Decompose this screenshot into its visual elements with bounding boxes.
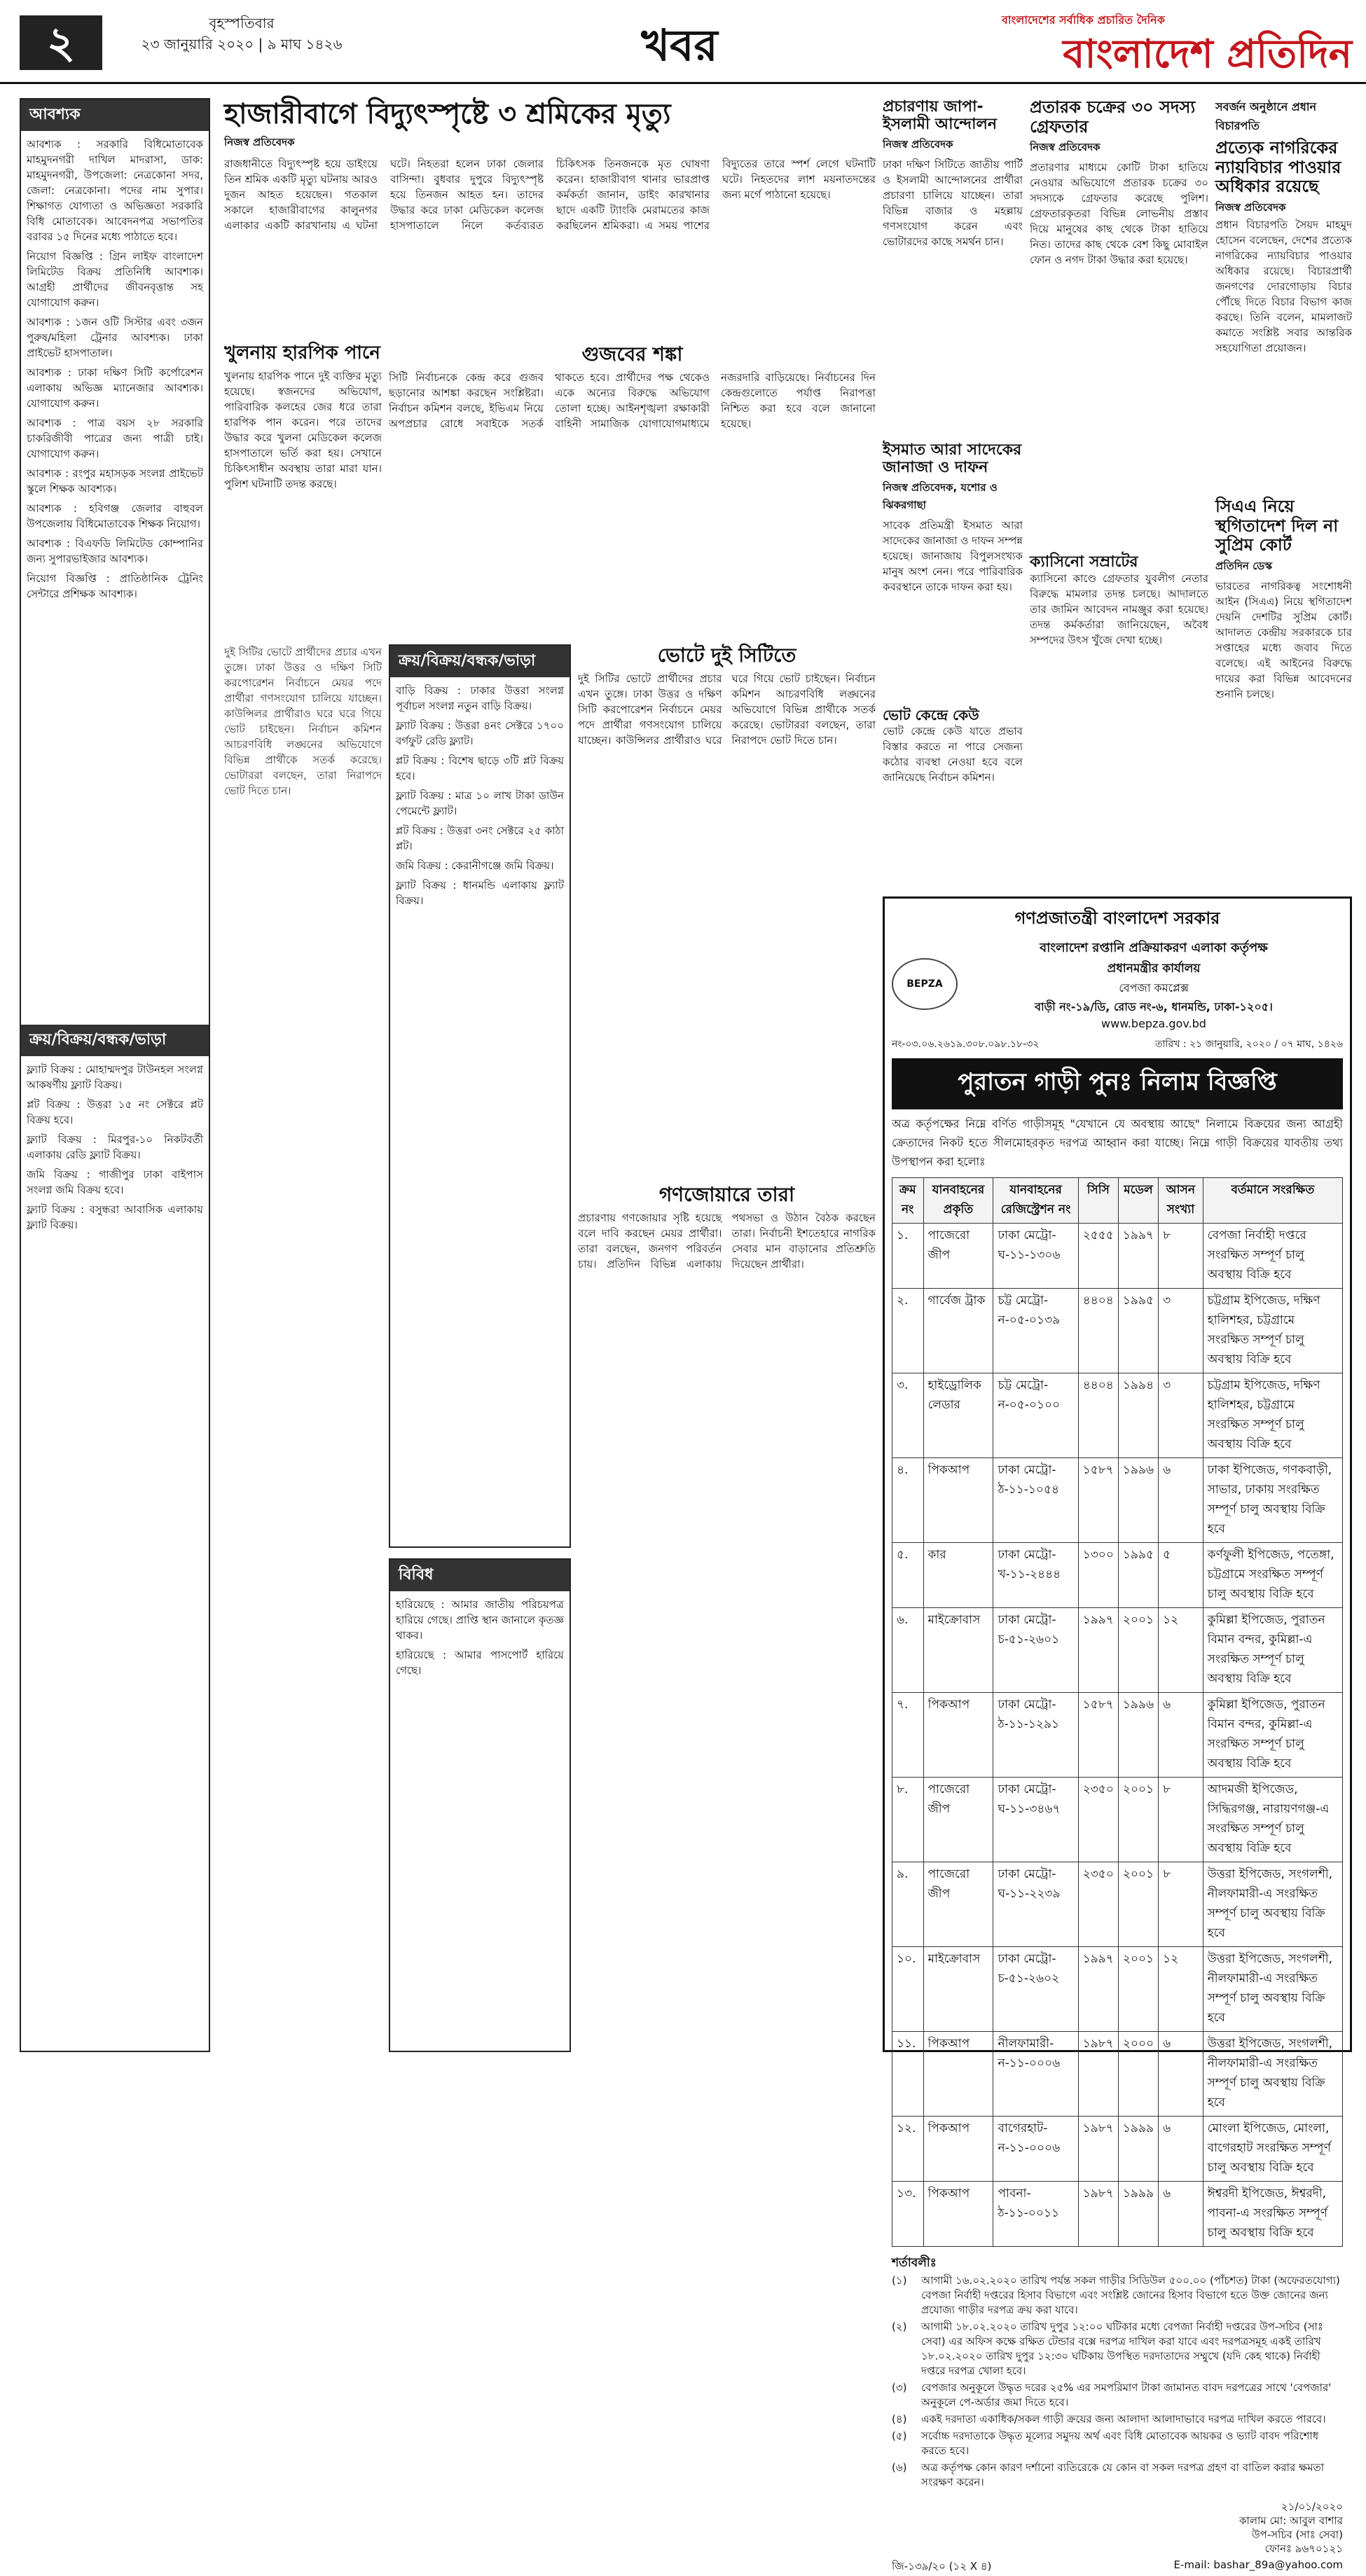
table-cell: ১৯৯৫ bbox=[1118, 1543, 1158, 1608]
classified-ad: প্লট বিক্রয় : বিশেষ ছাড়ে ৩টি প্লট বিক্রয় হবে। bbox=[396, 754, 564, 782]
table-cell: পিকআপ bbox=[923, 1458, 993, 1543]
table-cell: ১৯৯৯ bbox=[1118, 2182, 1158, 2247]
classifieds-column-3 bbox=[389, 1558, 571, 2052]
classified-ad: জমি বিক্রয় : গাজীপুর ঢাকা বাইপাস সংলগ্ন জমি বিক্রয় হবে। bbox=[27, 1168, 203, 1196]
notice-intro: অত্র কর্তৃপক্ষের নিম্নে বর্ণিত গাড়ীসমূহ "যেখানে যে অবস্থায় আছে" নিলামে বিক্রয়ের জন্য আগ্রহী ক্রেতাদের নিকট হতে সীলমোহরকৃত দরপত্র আহ্বান করা যাচ্ছে। নিম্নে গাড়ী বিক্রয়ের যাবতীয় তথ্য উপস্থাপন করা হলোঃ bbox=[892, 1117, 1343, 1168]
term-number: (৬) bbox=[892, 2461, 907, 2474]
byline: প্রতিদিন ডেস্ক bbox=[1215, 559, 1273, 572]
table-cell: ১৯৯৭ bbox=[1078, 1608, 1118, 1693]
table-cell: ১৯৯৬ bbox=[1118, 1693, 1158, 1778]
article-body: খুলনায় হারপিক পানে দুই ব্যক্তির মৃত্যু হয়েছে। স্বজনদের অভিযোগ, পারিবারিক কলহের জের ধরে তারা হারপিক পান করেন। পরে তাদের উদ্ধার করে খুলনা মেডিকেল কলেজ হাসপাতালে ভর্তি করা হয়। সেখানে চিকিৎসাধীন অবস্থায় তারা মারা যান। পুলিশ ঘটনাটি তদন্ত করছে। bbox=[224, 369, 382, 490]
table-cell: ১২. bbox=[892, 2117, 924, 2182]
table-row bbox=[892, 1458, 1343, 1543]
headline: গণজোয়ারে তারা bbox=[658, 1183, 795, 1206]
table-cell: কুমিল্লা ইপিজেড, পুরাতন বিমান বন্দর, কুমিল্লা-এ সংরক্ষিত সম্পূর্ণ চালু অবস্থায় বিক্রি হবে bbox=[1203, 1693, 1342, 1778]
sign-name: কালাম মো: আবুল বাশার bbox=[1239, 2514, 1343, 2527]
table-cell: পিকআপ bbox=[923, 1693, 993, 1778]
classifieds-list bbox=[390, 1591, 570, 2058]
table-header-cell: সিসি bbox=[1078, 1178, 1118, 1224]
notice-title: পুরাতন গাড়ী পুনঃ নিলাম বিজ্ঞপ্তি bbox=[892, 1058, 1343, 1109]
classified-ad: বাড়ি বিক্রয় : ঢাকার উত্তরা সংলগ্ন পূর্বাচল সংলগ্ন নতুন বাড়ি বিক্রয়। bbox=[396, 684, 564, 712]
table-cell: চট্ট মেট্রো-ন-০৫-০১০০ bbox=[993, 1373, 1078, 1458]
article-body: সাবেক প্রতিমন্ত্রী ইসমাত আরা সাদেকের জানাজা ও দাফন সম্পন্ন হয়েছে। জানাজায় বিপুলসংখ্যক মানুষ অংশ নেন। পরে পারিবারিক কবরস্থানে তাকে দাফন করা হয়। bbox=[883, 518, 1023, 593]
table-cell: কর্ণফুলী ইপিজেড, পতেঙ্গা, চট্টগ্রামে সংরক্ষিত সম্পূর্ণ চালু অবস্থায় বিক্রি হবে bbox=[1203, 1543, 1342, 1608]
byline: নিজস্ব প্রতিবেদক bbox=[1030, 141, 1101, 154]
term-number: (৫) bbox=[892, 2430, 907, 2442]
table-header-cell: মডেল bbox=[1118, 1178, 1158, 1224]
headline: প্রত্যেক নাগরিকের ন্যায়বিচার পাওয়ার অধিকার রয়েছে bbox=[1215, 138, 1341, 197]
classified-ad: আবশ্যক : ঢাকা দক্ষিণ সিটি কর্পোরেশন এলাকায় অভিজ্ঞ ম্যানেজার আবশ্যক। যোগাযোগ করুন। bbox=[27, 366, 203, 410]
term-item bbox=[892, 2460, 1343, 2490]
table-row bbox=[892, 2182, 1343, 2247]
table-cell: পাজেরো জীপ bbox=[923, 1778, 993, 1862]
term-text: বেপজার অনুকূলে উদ্ধৃত দরের ২৫% এর সমপরিমাণ টাকা জামানত বাবদ দরপত্রের সাথে 'বেপজার' অনুকূলে পে-অর্ডার জমা দিতে হবে। bbox=[921, 2381, 1332, 2409]
story-harpic bbox=[224, 343, 382, 630]
table-body bbox=[892, 1224, 1343, 2247]
table-cell: উত্তরা ইপিজেড, সংগলশী, নীলফামারী-এ সংরক্ষিত সম্পূর্ণ চালু অবস্থায় বিক্রি হবে bbox=[1203, 2032, 1342, 2117]
sign-date: ২১/০১/২০২০ bbox=[1281, 2500, 1343, 2513]
story-polling-centre bbox=[883, 707, 1023, 886]
headline: ভোট কেন্দ্রে কেউ bbox=[883, 707, 979, 723]
table-cell: ঢাকা মেট্রো-ঘ-১১-১৩০৬ bbox=[993, 1224, 1078, 1289]
table-row bbox=[892, 1608, 1343, 1693]
table-cell: পাজেরো জীপ bbox=[923, 1862, 993, 1947]
table-cell: ঢাকা মেট্রো-খ-১১-২৪৪৪ bbox=[993, 1543, 1078, 1608]
table-cell: ৩. bbox=[892, 1373, 924, 1458]
article-body: প্রধান বিচারপতি সৈয়দ মাহমুদ হোসেন বলেছেন, দেশের প্রত্যেক নাগরিকের ন্যায়বিচার পাওয়ার অধিকার রয়েছে। বিচারপ্রার্থী জনগণের দোরগোড়ায় বিচার পৌঁছে দিতে বিচার বিভাগ কাজ করছে। তিনি বলেন, মামলাজট কমাতে সংশ্লিষ্ট সবার আন্তরিক সহযোগিতা প্রয়োজন। bbox=[1215, 218, 1352, 354]
brand-tagline: বাংলাদেশের সর্বাধিক প্রচারিত দৈনিক bbox=[1002, 13, 1165, 27]
table-cell: ১৯৯৫ bbox=[1118, 1289, 1158, 1373]
table-header-cell: যানবাহনের প্রকৃতি bbox=[923, 1178, 993, 1224]
sign-title: উপ-সচিব (সাঃ সেবা) bbox=[1251, 2528, 1343, 2541]
table-cell: ১. bbox=[892, 1224, 924, 1289]
weekday: বৃহস্পতিবার bbox=[209, 15, 275, 32]
classified-ad: নিয়োগ বিজ্ঞপ্তি : গ্রিন লাইফ বাংলাদেশ লিমিটেড বিক্রয় প্রতিনিধি আবশ্যক। আগ্রহী প্রার্থীদের জীবনবৃত্তান্ত সহ যোগাযোগ করুন। bbox=[27, 250, 203, 309]
sign-phone: ফোনঃ ৯৬৭০১২১ bbox=[1264, 2542, 1343, 2555]
table-cell: মাইক্রোবাস bbox=[923, 1947, 993, 2032]
government-notice bbox=[883, 896, 1352, 2572]
table-cell: ২৩৫০ bbox=[1078, 1862, 1118, 1947]
story-funeral bbox=[883, 441, 1023, 700]
table-cell: পিকআপ bbox=[923, 2182, 993, 2247]
classified-ad: আবশ্যক : ১জন ওটি সিস্টার এবং ৩জন পুরুষ/মহিলা ট্রেনার আবশ্যক। ঢাকা প্রাইভেট হাসপাতাল। bbox=[27, 316, 203, 359]
table-cell: ১৯৯৭ bbox=[1118, 1224, 1158, 1289]
table-cell: ১২ bbox=[1159, 1608, 1203, 1693]
table-cell: ২. bbox=[892, 1289, 924, 1373]
notice-memo-row bbox=[892, 1036, 1343, 1053]
table-header-row bbox=[892, 1178, 1343, 1224]
table-cell: বাগেরহাট-ন-১১-০০০৬ bbox=[993, 2117, 1078, 2182]
table-cell: মোংলা ইপিজেড, মোংলা, বাগেরহাট সংরক্ষিত সম্পূর্ণ চালু অবস্থায় বিক্রি হবে bbox=[1203, 2117, 1342, 2182]
table-cell: ৭. bbox=[892, 1693, 924, 1778]
story-electrocution bbox=[224, 98, 876, 359]
article-body: ঢাকা দক্ষিণ সিটিতে জাতীয় পার্টি ও ইসলামী আন্দোলনের প্রার্থীরা প্রচারণা চালিয়ে যাচ্ছেন। তারা বিভিন্ন বাজার ও মহল্লায় গণসংযোগ করেন এবং ভোটারদের কাছে সমর্থন চান। bbox=[883, 158, 1023, 248]
table-cell: ৪৪০৪ bbox=[1078, 1373, 1118, 1458]
notice-address: বাড়ী নং-১৯/ডি, রোড নং-৬, ধানমন্ডি, ঢাকা-১২০৫। bbox=[1035, 1000, 1273, 1013]
date: ২৩ জানুয়ারি ২০২০ | ৯ মাঘ ১৪২৬ bbox=[141, 36, 343, 53]
table-cell: ৯. bbox=[892, 1862, 924, 1947]
classifieds-list bbox=[21, 131, 209, 1025]
notice-office: প্রধানমন্ত্রীর কার্যালয় bbox=[1107, 962, 1201, 976]
table-cell: ঢাকা ইপিজেড, গণকবাড়ী, সাভার, ঢাকায় সংরক্ষিত সম্পূর্ণ চালু অবস্থায় বিক্রি হবে bbox=[1203, 1458, 1342, 1543]
term-text: আগামী ১৮.০২.২০২০ তারিখ দুপুর ১২:০০ ঘটিকার মধ্যে বেপজা নির্বাহী দপ্তরের উপ-সচিব (সাঃ সেবা) এর অফিস কক্ষে রক্ষিত টেন্ডার বক্সে দরপত্র দাখিল করা যাবে এবং দরপত্রসমূহ একই তারিখ ১৮.০২.২০২০ তারিখ দুপুর ১২:৩০ ঘটিকায় উপস্থিত দরদাতাদের সম্মুখে (যদি কেহ থাকে) নির্বাহী দপ্তরে দরপত্র খোলা হবে। bbox=[921, 2320, 1323, 2377]
headline: খুলনায় হারপিক পানে bbox=[224, 342, 380, 363]
term-item bbox=[892, 2320, 1343, 2378]
table-cell: ৬ bbox=[1159, 2032, 1203, 2117]
headline: ভোটে দুই সিটিতে bbox=[657, 644, 796, 667]
table-row bbox=[892, 1693, 1343, 1778]
table-cell: ২০০১ bbox=[1118, 1608, 1158, 1693]
term-number: (১) bbox=[892, 2274, 907, 2287]
headline: ক্যাসিনো সম্রাটের bbox=[1030, 553, 1138, 571]
classified-ad: ফ্ল্যাট বিক্রয় : মিরপুর-১০ নিকটবর্তী এলাকায় রেডি ফ্ল্যাট বিক্রয়। bbox=[27, 1133, 203, 1161]
classifieds-column-2 bbox=[389, 644, 571, 1548]
table-cell: ১৯৮৭ bbox=[1078, 2117, 1118, 2182]
table-row bbox=[892, 1862, 1343, 1947]
table-cell: ১৯৯৪ bbox=[1118, 1373, 1158, 1458]
signature-block bbox=[892, 2500, 1343, 2556]
classified-ad: আবশ্যক : রংপুর মহাসড়ক সংলগ্ন প্রাইভেট স্কুলে শিক্ষক আবশ্যক। bbox=[27, 467, 203, 495]
table-cell: ১৯৯৭ bbox=[1078, 1947, 1118, 2032]
table-cell: ঢাকা মেট্রো-ঠ-১১-১২৯১ bbox=[993, 1693, 1078, 1778]
notice-website: www.bepza.gov.bd bbox=[1101, 1017, 1206, 1030]
table-cell: ৩ bbox=[1159, 1289, 1203, 1373]
table-row bbox=[892, 1778, 1343, 1862]
date-en: ২১ জানুয়ারি, ২০২০ bbox=[1189, 1039, 1271, 1050]
table-cell: ২৫৫৫ bbox=[1078, 1224, 1118, 1289]
term-text: আগামী ১৬.০২.২০২০ তারিখ পর্যন্ত সকল গাড়ীর সিডিউল ৫০০.০০ (পাঁচশত) টাকা (অফেরতযোগ্য) বেপজা নির্বাহী দপ্তরের হিসাব বিভাগে এবং সংশ্লিষ্ট জোনের হিসাব বিভাগে হতে উক্ত জোনের জন্য প্রযোজ্য গাড়ীর দরপত্র ক্রয় করা যাবে। bbox=[921, 2274, 1340, 2316]
table-cell: ৮ bbox=[1159, 1862, 1203, 1947]
table-cell: চট্টগ্রাম ইপিজেড, দক্ষিণ হালিশহর, চট্টগ্রামে সংরক্ষিত সম্পূর্ণ চালু অবস্থায় বিক্রি হবে bbox=[1203, 1373, 1342, 1458]
byline: নিজস্ব প্রতিবেদক bbox=[224, 136, 295, 148]
story-casino bbox=[1030, 553, 1208, 886]
classifieds-header: ক্রয়/বিক্রয়/বন্ধক/ভাড়া bbox=[21, 1025, 209, 1056]
table-cell: চট্টগ্রাম ইপিজেড, দক্ষিণ হালিশহর, চট্টগ্রামে সংরক্ষিত সম্পূর্ণ চালু অবস্থায় বিক্রি হবে bbox=[1203, 1289, 1342, 1373]
story-rumor bbox=[389, 343, 876, 637]
classifieds-list bbox=[21, 1056, 209, 1873]
masthead-date bbox=[126, 13, 357, 55]
article-body: প্রতারণার মাধ্যমে কোটি টাকা হাতিয়ে নেওয়ার অভিযোগে প্রতারক চক্রের ৩০ সদস্যকে গ্রেফতার করেছে পুলিশ। গ্রেফতারকৃতরা বিভিন্ন লোভনীয় প্রস্তাব দিয়ে মানুষের কাছ থেকে টাকা হাতিয়ে নিত। তাদের কাছ থেকে বেশ কিছু মোবাইল ফোন ও নগদ টাকা উদ্ধার করা হয়েছে। bbox=[1030, 161, 1208, 267]
table-cell: ঢাকা মেট্রো-ঘ-১১-৩৪৬৭ bbox=[993, 1778, 1078, 1862]
notice-complex: বেপজা কমপ্লেক্স bbox=[1119, 981, 1189, 995]
term-item bbox=[892, 2273, 1343, 2318]
table-cell: ৪৪০৪ bbox=[1078, 1289, 1118, 1373]
table-cell: ৮ bbox=[1159, 1224, 1203, 1289]
table-cell: ১২ bbox=[1159, 1947, 1203, 2032]
brand-name: বাংলাদেশ প্রতিদিন bbox=[1063, 32, 1352, 77]
table-cell: কুমিল্লা ইপিজেড, পুরাতন বিমান বন্দর, কুমিল্লা-এ সংরক্ষিত সম্পূর্ণ চালু অবস্থায় বিক্রি হবে bbox=[1203, 1608, 1342, 1693]
table-cell: আদমজী ইপিজেড, সিদ্ধিরগঞ্জ, নারায়ণগঞ্জ-এ সংরক্ষিত সম্পূর্ণ চালু অবস্থায় বিক্রি হবে bbox=[1203, 1778, 1342, 1862]
classified-ad: আবশ্যক : হবিগঞ্জ জেলার বাহুবল উপজেলায় বিধিমোতাবেক শিক্ষক নিয়োগ। bbox=[27, 502, 203, 530]
notice-head bbox=[892, 938, 1343, 1030]
story-continuation bbox=[224, 644, 382, 2052]
article-body: প্রচারণায় গণজোয়ার সৃষ্টি হয়েছে বলে দাবি করছেন মেয়র প্রার্থীরা। তারা বলছেন, জনগণ পরিবর্তন চায়। প্রতিদিন বিভিন্ন এলাকায় পথসভা ও উঠান বৈঠক করছেন তারা। নির্বাচনী ইশতেহারে নাগরিক সেবার মান বাড়ানোর প্রতিশ্রুতি দিয়েছেন প্রার্থীরা। bbox=[578, 1212, 876, 1271]
classified-ad: ফ্ল্যাট বিক্রয় : ধানমন্ডি এলাকায় ফ্ল্যাট বিক্রয়। bbox=[396, 879, 564, 907]
table-cell: ৫. bbox=[892, 1543, 924, 1608]
byline: নিজস্ব প্রতিবেদক, যশোর ও ঝিকরগাছা bbox=[883, 480, 998, 511]
classifieds-column bbox=[20, 98, 210, 2052]
term-item bbox=[892, 2381, 1343, 2410]
section-title: খবর bbox=[641, 20, 718, 71]
date-label: তারিখ : bbox=[1154, 1039, 1187, 1050]
table-row bbox=[892, 1373, 1343, 1458]
table-cell: ১৯৮৭ bbox=[1078, 2182, 1118, 2247]
table-cell: ২০০১ bbox=[1118, 1862, 1158, 1947]
term-text: অত্র কর্তৃপক্ষ কোন কারণ দর্শানো ব্যতিরেকে যে কোন বা সকল দরপত্র গ্রহণ বা বাতিল করার ক্ষমতা সংরক্ষণ করেন। bbox=[921, 2461, 1325, 2488]
table-cell: উত্তরা ইপিজেড, সংগলশী, নীলফামারী-এ সংরক্ষিত সম্পূর্ণ চালু অবস্থায় বিক্রি হবে bbox=[1203, 1947, 1342, 2032]
byline: নিজস্ব প্রতিবেদক bbox=[883, 137, 953, 151]
table-cell: ঈশ্বরদী ইপিজেড, ঈশ্বরদী, পাবনা-এ সংরক্ষিত সম্পূর্ণ চালু অবস্থায় বিক্রি হবে bbox=[1203, 2182, 1342, 2247]
classified-ad: আবশ্যক : সরকারি বিধিমোতাবেক মাহমুদনগরী দাখিল মাদরাসা, ডাক: মাহমুদনগরী, উপজেলা: নেত্রকোনা সদর, জেলা: নেত্রকোনা। পদের নাম সুপার। শিক্ষাগত যোগ্যতা ও অভিজ্ঞতা সরকারি বিধি মোতাবেক। আবেদনপত্র সভাপতির বরাবর ১৫ দিনের মধ্যে পাঠাতে হবে। bbox=[27, 138, 203, 243]
table-cell: ১৫৮৭ bbox=[1078, 1693, 1118, 1778]
table-header-cell: যানবাহনের রেজিস্ট্রেশন নং bbox=[993, 1178, 1078, 1224]
classified-ad: নিয়োগ বিজ্ঞপ্তি : প্রাতিষ্ঠানিক ট্রেনিং সেন্টারে প্রশিক্ষক আবশ্যক। bbox=[27, 572, 203, 600]
terms-title: শর্তাবলীঃ bbox=[892, 2256, 937, 2270]
table-cell: ৪. bbox=[892, 1458, 924, 1543]
classifieds-header: আবশ্যক bbox=[21, 99, 209, 131]
table-cell: গার্বেজ ট্রাক bbox=[923, 1289, 993, 1373]
table-cell: বেপজা নির্বাহী দপ্তরে সংরক্ষিত সম্পূর্ণ চালু অবস্থায় বিক্রি হবে bbox=[1203, 1224, 1342, 1289]
masthead bbox=[0, 0, 1366, 84]
table-cell: নীলফামারী-ন-১১-০০০৬ bbox=[993, 2032, 1078, 2117]
table-cell: ৬ bbox=[1159, 2117, 1203, 2182]
table-cell: পিকআপ bbox=[923, 2117, 993, 2182]
article-body: সিটি নির্বাচনকে কেন্দ্র করে গুজব ছড়ানোর আশঙ্কা করছেন সংশ্লিষ্টরা। নির্বাচন কমিশন বলছে, ইভিএম নিয়ে অপপ্রচার রোধে সবাইকে সতর্ক থাকতে হবে। প্রার্থীদের পক্ষ থেকেও একে অন্যের বিরুদ্ধে অভিযোগ তোলা হচ্ছে। আইনশৃঙ্খলা রক্ষাকারী বাহিনী সামাজিক যোগাযোগমাধ্যমে নজরদারি বাড়িয়েছে। নির্বাচনের দিন কেন্দ্রগুলোতে পর্যাপ্ত নিরাপত্তা নিশ্চিত করা হবে বলে জানানো হয়েছে। bbox=[389, 371, 876, 431]
table-row bbox=[892, 1543, 1343, 1608]
table-header-cell: আসন সংখ্যা bbox=[1159, 1178, 1203, 1224]
table-cell: ঢাকা মেট্রো-ঠ-১১-১০৫৪ bbox=[993, 1458, 1078, 1543]
terms-list bbox=[892, 2273, 1343, 2490]
term-number: (৩) bbox=[892, 2381, 907, 2394]
table-header-cell: ক্রম নং bbox=[892, 1178, 924, 1224]
table-row bbox=[892, 1947, 1343, 2032]
table-cell: ১৩০০ bbox=[1078, 1543, 1118, 1608]
table-cell: ১৯৯৯ bbox=[1118, 2117, 1158, 2182]
table-cell: ২০০০ bbox=[1118, 2032, 1158, 2117]
notice-date-block: তারিখ : ২১ জানুয়ারি, ২০২০ / ০৭ মাঘ, ১৪২৬ bbox=[1154, 1039, 1343, 1050]
memo-number: নং-০৩.০৬.২৬১৯.৩০৮.০৯৮.১৮-৩২ bbox=[892, 1039, 1040, 1050]
table-cell: ঢাকা মেট্রো-চ-৫১-২৬০১ bbox=[993, 1608, 1078, 1693]
table-cell: কার bbox=[923, 1543, 993, 1608]
table-cell: ৬ bbox=[1159, 1693, 1203, 1778]
classified-ad: ফ্ল্যাট বিক্রয় : মোহাম্মদপুর টাউনহল সংলগ্ন আকষর্ণীয় ফ্ল্যাট বিক্রয়। bbox=[27, 1063, 203, 1091]
classified-ad: ফ্ল্যাট বিক্রয় : উত্তরা ৪নং সেক্টরে ১৭০০ বর্গফুট রেডি ফ্ল্যাট। bbox=[396, 719, 564, 747]
classified-ad: আবশ্যক : বিএফডি লিমিটেড কোম্পানির জন্য সুপারভাইজার আবশ্যক। bbox=[27, 537, 203, 565]
table-cell: ৩ bbox=[1159, 1373, 1203, 1458]
headline: ইসমাত আরা সাদেকের জানাজা ও দাফন bbox=[883, 441, 1022, 477]
table-cell: পাজেরো জীপ bbox=[923, 1224, 993, 1289]
date-bn: ০৭ মাঘ, ১৪২৬ bbox=[1281, 1039, 1343, 1050]
term-text: একই দরদাতা একাধিক/সকল গাড়ী ক্রয়ের জন্য আলাদা আলাদাভাবে দরপত্র দাখিল করতে পারবে। bbox=[921, 2413, 1326, 2425]
table-row bbox=[892, 1224, 1343, 1289]
story-surge bbox=[578, 1184, 876, 2052]
sign-email: E-mail: bashar_89a@yahoo.com bbox=[1173, 2558, 1343, 2571]
brand-logo bbox=[1002, 13, 1352, 90]
table-cell: ঢাকা মেট্রো-ঘ-১১-২২৩৯ bbox=[993, 1862, 1078, 1947]
headline: প্রচারণায় জাপা-ইসলামী আন্দোলন bbox=[883, 98, 997, 134]
notice-authority-block bbox=[965, 938, 1343, 1030]
article-body: ভারতের নাগরিকত্ব সংশোধনী আইন (সিএএ) নিয়ে স্থগিতাদেশ দেয়নি দেশটির সুপ্রিম কোর্ট। আদালত কেন্দ্রীয় সরকারকে চার সপ্তাহের মধ্যে জবাব দিতে বলেছে। এই আইনের বিরুদ্ধে দায়ের করা বিভিন্ন আবেদনের শুনানি চলছে। bbox=[1215, 579, 1352, 700]
table-cell: ১৫৮৭ bbox=[1078, 1458, 1118, 1543]
table-cell: ১৯৯৬ bbox=[1118, 1458, 1158, 1543]
table-cell: ৬ bbox=[1159, 1458, 1203, 1543]
table-cell: ৬. bbox=[892, 1608, 924, 1693]
table-header-cell: বর্তমানে সংরক্ষিত bbox=[1203, 1178, 1342, 1224]
article-body: দুই সিটির ভোটে প্রার্থীদের প্রচার এখন তুঙ্গে। ঢাকা উত্তর ও দক্ষিণ সিটি করপোরেশন নির্বাচনে মেয়র পদে প্রার্থীরা গণসংযোগ চালিয়ে যাচ্ছেন। কাউন্সিলর প্রার্থীরাও ঘরে ঘরে গিয়ে ভোট চাইছেন। নির্বাচন কমিশন আচরণবিধি লঙ্ঘনের অভিযোগে বিভিন্ন প্রার্থীকে সতর্ক করেছে। ভোটাররা বলছেন, তারা নিরাপদে ভোট দিতে চান। bbox=[224, 646, 382, 797]
table-cell: ১৯৮৭ bbox=[1078, 2032, 1118, 2117]
term-text: সর্বোচ্চ দরদাতাকে উদ্ধৃত মূল্যের সমুদয় অর্থ এবং বিধি মোতাবেক আয়কর ও ভ্যাট বাবদ পরিশোধ করতে হবে। bbox=[921, 2430, 1319, 2457]
gd-code: জি-১৩৯/২০ (১২ X ৪) bbox=[892, 2560, 992, 2572]
article-body: দুই সিটির ভোটে প্রার্থীদের প্রচার এখন তুঙ্গে। ঢাকা উত্তর ও দক্ষিণ সিটি করপোরেশন নির্বাচনে মেয়র পদে প্রার্থীরা গণসংযোগ চালিয়ে যাচ্ছেন। কাউন্সিলর প্রার্থীরাও ঘরে ঘরে গিয়ে ভোট চাইছেন। নির্বাচন কমিশন আচরণবিধি লঙ্ঘনের অভিযোগে বিভিন্ন প্রার্থীকে সতর্ক করেছে। ভোটাররা বলছেন, তারা নিরাপদে ভোট দিতে চান। bbox=[578, 672, 876, 747]
table-cell: ৮ bbox=[1159, 1778, 1203, 1862]
story-fraud-arrest bbox=[1030, 98, 1208, 546]
classified-ad: আবশ্যক : পাত্র বয়স ২৮ সরকারি চাকরিজীবী পাত্রের জন্য পাত্রী চাই। যোগাযোগ করুন। bbox=[27, 417, 203, 460]
table-cell: পাবনা-ঠ-১১-০০১১ bbox=[993, 2182, 1078, 2247]
story-jatiya-party bbox=[883, 98, 1023, 434]
notice-footer bbox=[892, 2558, 1343, 2576]
article-body: রাজধানীতে বিদ্যুৎস্পৃষ্ট হয়ে ডাইংয়ে তিন শ্রমিক একটি মৃত্যু ঘটনায় আরও দুজন আহত হয়েছেন। গতকাল সকালে হাজারীবাগের কালুনগর এলাকার একটি কারখানায় এ ঘটনা ঘটে। নিহতরা হলেন ঢাকা জেলার বাসিন্দা। বুধবার দুপুরে বিদ্যুৎস্পৃষ্ট হয়ে তিনজন আহত হন। তাদের উদ্ধার করে ঢাকা মেডিকেল কলেজ হাসপাতালে নিলে কর্তব্যরত চিকিৎসক তিনজনকে মৃত ঘোষণা করেন। হাজারীবাগ থানার ভারপ্রাপ্ত কর্মকর্তা জানান, ডাইং কারখানার ছাদে একটি ট্যাংকি মেরামতের কাজ করছিলেন শ্রমিকরা। এ সময় পাশের বিদ্যুতের তারে স্পর্শ লেগে ঘটনাটি ঘটে। নিহতদের লাশ ময়নাতদন্তের জন্য মর্গে পাঠানো হয়েছে। bbox=[224, 158, 876, 232]
table-cell: চট্ট মেট্রো-ন-০৫-০১৩৯ bbox=[993, 1289, 1078, 1373]
term-item bbox=[892, 2412, 1343, 2427]
table-cell: ১১. bbox=[892, 2032, 924, 2117]
classifieds-header: ক্রয়/বিক্রয়/বন্ধক/ভাড়া bbox=[390, 646, 570, 677]
classified-ad: ফ্ল্যাট বিক্রয় : বসুন্ধরা আবাসিক এলাকায় ফ্ল্যাট বিক্রয়। bbox=[27, 1203, 203, 1231]
table-cell: উত্তরা ইপিজেড, সংগলশী, নীলফামারী-এ সংরক্ষিত সম্পূর্ণ চালু অবস্থায় বিক্রি হবে bbox=[1203, 1862, 1342, 1947]
classified-ad: হারিয়েছে : আমার জাতীয় পরিচয়পত্র হারিয়ে গেছে। প্রাপ্তি স্থান জানালে কৃতজ্ঞ থাকব। bbox=[396, 1598, 564, 1642]
article-body: ক্যাসিনো কাণ্ডে গ্রেফতার যুবলীগ নেতার বিরুদ্ধে মামলার তদন্ত চলছে। আদালতে তার জামিন আবেদন নামঞ্জুর করা হয়েছে। তদন্ত কর্মকর্তারা জানিয়েছেন, অবৈধ সম্পদের উৎস খুঁজে দেখা হচ্ছে। bbox=[1030, 572, 1208, 647]
table-row bbox=[892, 2117, 1343, 2182]
page-number: ২ bbox=[20, 15, 102, 70]
table-cell: ২০০১ bbox=[1118, 1947, 1158, 2032]
story-caa bbox=[1215, 497, 1352, 886]
story-two-cities bbox=[578, 644, 876, 1177]
table-cell: ৫ bbox=[1159, 1543, 1203, 1608]
table-cell: মাইক্রোবাস bbox=[923, 1608, 993, 1693]
classified-ad: হারিয়েছে : আমার পাসপোর্ট হারিয়ে গেছে। bbox=[396, 1649, 564, 1677]
classifieds-list bbox=[390, 677, 570, 1550]
table-cell: ৬ bbox=[1159, 2182, 1203, 2247]
bepza-logo: BEPZA bbox=[892, 958, 958, 1010]
table-cell: ৮. bbox=[892, 1778, 924, 1862]
auction-table bbox=[892, 1177, 1343, 2247]
headline: হাজারীবাগে বিদ্যুৎস্পৃষ্টে ৩ শ্রমিকের মৃত্যু bbox=[224, 98, 671, 130]
table-row bbox=[892, 2032, 1343, 2117]
table-cell: পিকআপ bbox=[923, 2032, 993, 2117]
term-item bbox=[892, 2429, 1343, 2458]
table-row bbox=[892, 1289, 1343, 1373]
table-cell: হাইড্রোলিক লেডার bbox=[923, 1373, 993, 1458]
table-cell: ২০০১ bbox=[1118, 1778, 1158, 1862]
term-number: (৪) bbox=[892, 2413, 907, 2425]
classified-ad: প্লট বিক্রয় : উত্তরা ৩নং সেক্টরে ২৫ কাঠা প্লট। bbox=[396, 824, 564, 852]
byline: নিজস্ব প্রতিবেদক bbox=[1215, 200, 1286, 214]
table-cell: ঢাকা মেট্রো-চ-৫১-২৬০২ bbox=[993, 1947, 1078, 2032]
article-body: ভোট কেন্দ্রে কেউ যাতে প্রভাব বিস্তার করতে না পারে সেজন্য কঠোর ব্যবস্থা নেওয়া হবে বলে জানিয়েছে নির্বাচন কমিশন। bbox=[883, 725, 1023, 784]
headline: সিএএ নিয়ে স্থগিতাদেশ দিল না সুপ্রিম কোর্ট bbox=[1215, 497, 1339, 555]
classifieds-header: বিবিধ bbox=[390, 1560, 570, 1591]
table-cell: ১০. bbox=[892, 1947, 924, 2032]
notice-gov: গণপ্রজাতন্ত্রী বাংলাদেশ সরকার bbox=[1014, 908, 1220, 928]
kicker: সবর্জন অনুষ্ঠানে প্রধান বিচারপতি bbox=[1215, 100, 1317, 132]
headline: প্রতারক চক্রের ৩০ সদস্য গ্রেফতার bbox=[1030, 97, 1196, 137]
notice-authority: বাংলাদেশ রপ্তানি প্রক্রিয়াকরণ এলাকা কর্তৃপক্ষ bbox=[1040, 941, 1268, 955]
classified-ad: ফ্ল্যাট বিক্রয় : মাত্র ১০ লাখ টাকা ডাউন পেমেন্টে ফ্ল্যাট। bbox=[396, 789, 564, 817]
classified-ad: প্লট বিক্রয় : উত্তরা ১৫ নং সেক্টরে প্লট বিক্রয় হবে। bbox=[27, 1098, 203, 1126]
term-number: (২) bbox=[892, 2320, 907, 2333]
classified-ad: জমি বিক্রয় : কেরানীগঞ্জে জমি বিক্রয়। bbox=[396, 859, 554, 872]
table-cell: ১৩. bbox=[892, 2182, 924, 2247]
table-cell: ২৩৫০ bbox=[1078, 1778, 1118, 1862]
story-chief-justice bbox=[1215, 98, 1352, 490]
headline: গুজবের শঙ্কা bbox=[581, 342, 683, 366]
